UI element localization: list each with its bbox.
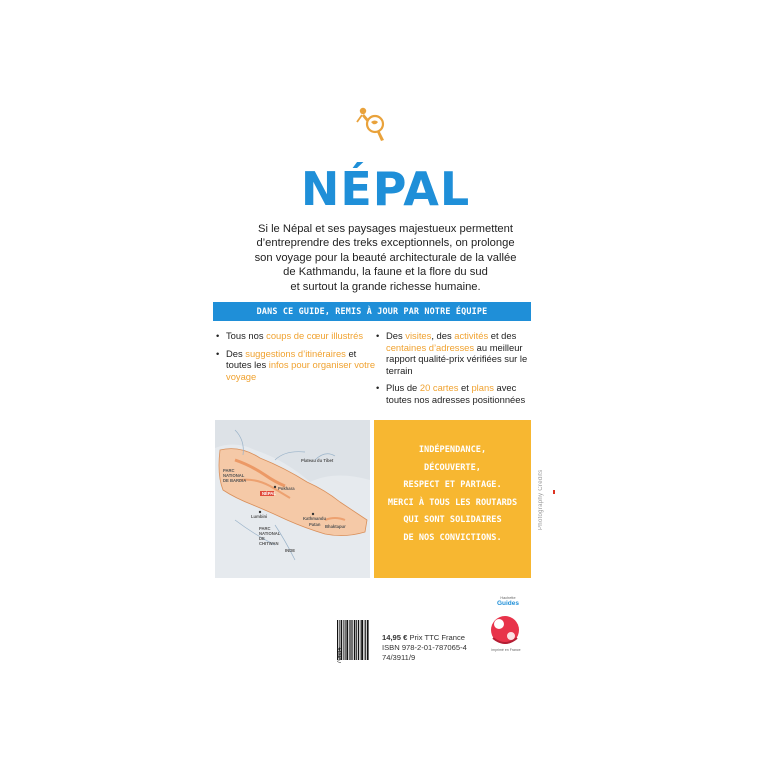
price-line	[382, 633, 467, 643]
code-line: 74/3911/9	[382, 653, 416, 662]
motto-line: INDÉPENDANCE,	[418, 445, 487, 455]
motto-line: DÉCOUVERTE,	[424, 462, 481, 473]
bullet-text: Des	[386, 330, 406, 341]
motto-text	[374, 442, 531, 548]
bullet-highlight: infos pour organiser votre voyage	[226, 359, 376, 382]
intro-paragraph	[222, 222, 549, 294]
bullet-highlight: plans	[471, 382, 494, 393]
bullet-highlight: visites	[405, 330, 432, 341]
guide-banner: DANS CE GUIDE, REMIS À JOUR PAR NOTRE ÉQUIPE	[213, 302, 531, 321]
features-right-column	[376, 330, 536, 411]
bullet-highlight: coups de cœur illustrés	[266, 330, 364, 341]
map-label-lumbini: Lumbini	[251, 514, 268, 519]
motto-line: RESPECT ET PARTAGE.	[403, 480, 502, 491]
sticker-icon	[485, 608, 525, 653]
sticker-caption: imprimé en France	[491, 648, 521, 652]
bullet-text: et toutes les	[226, 347, 357, 370]
photo-credits: Photography Credits	[538, 469, 544, 530]
intro-line: d’entreprendre des treks exceptionnels, on prolonge	[256, 237, 515, 250]
bullet-dot: •	[376, 330, 380, 341]
map-label-bardia: PARC NATIONAL DE BARDIA	[223, 468, 247, 483]
feature-bullet	[216, 348, 376, 383]
intro-line: de Kathmandu, la faune et la flore du sud	[283, 266, 488, 279]
price-suffix: Prix TTC France	[407, 633, 466, 642]
intro-line: et surtout la grande richesse humaine.	[290, 280, 481, 293]
map-label-tibet: Plateau du Tibet	[301, 458, 334, 463]
routard-logo	[353, 102, 393, 144]
motto-line: MERCI À TOUS LES ROUTARDS	[387, 497, 518, 508]
map-label-inde: INDE	[285, 548, 296, 553]
map-label-kathmandu: Kathmandu	[303, 516, 327, 521]
price-block	[382, 633, 467, 663]
map-label-bhaktapur: Bhaktapur	[325, 524, 346, 529]
intro-line: Si le Népal et ses paysages majestueux permettent	[258, 223, 513, 235]
feature-bullet	[376, 330, 536, 376]
publisher-name: Hachette	[500, 596, 516, 600]
map-graphic	[215, 420, 370, 578]
bullet-highlight: 20 cartes	[419, 382, 459, 393]
bullet-text: Plus de	[386, 382, 420, 393]
cover-title: NÉPAL	[300, 162, 471, 216]
bullet-highlight: centaines d’adresses	[386, 341, 475, 353]
red-mark	[553, 490, 555, 494]
isbn-line: ISBN 978-2-01-787065-4	[382, 643, 467, 652]
bullet-dot: •	[216, 347, 220, 359]
bullet-highlight: activités	[454, 330, 489, 341]
bullet-text: , des	[431, 330, 455, 341]
nepal-map	[215, 420, 370, 578]
bullet-text: Tous nos	[226, 330, 267, 341]
bullet-dot: •	[216, 330, 220, 341]
feature-bullet	[376, 382, 536, 405]
publisher-sub: Guides	[496, 600, 520, 607]
map-label-chitwan: PARC NATIONAL DE CHITWAN	[259, 526, 281, 546]
features-left-column	[216, 330, 376, 388]
bullet-highlight: suggestions d’itinéraires	[245, 347, 346, 359]
price-value: 14,95 €	[382, 633, 408, 642]
bullet-text: et des	[488, 330, 517, 341]
feature-bullet	[216, 330, 376, 342]
bullet-dot: •	[376, 382, 380, 393]
map-label-pokhara: Pokhara	[278, 486, 295, 491]
motto-line: DE NOS CONVICTIONS.	[403, 532, 502, 543]
motto-line: QUI SONT SOLIDAIRES	[403, 515, 502, 526]
map-label-patan: Patan	[309, 522, 321, 527]
bullet-text: avec toutes nos adresses positionnées	[386, 382, 526, 405]
bullet-text: et	[458, 382, 472, 393]
bullet-text: au meilleur rapport qualité-prix vérifiées sur le terrain	[386, 341, 528, 376]
intro-line: son voyage pour la beauté architecturale de la vallée	[254, 251, 517, 264]
map-label-nepal: NÉPAL	[262, 491, 276, 496]
barcode-number: 70654	[337, 647, 343, 664]
bullet-text: Des	[226, 347, 246, 359]
